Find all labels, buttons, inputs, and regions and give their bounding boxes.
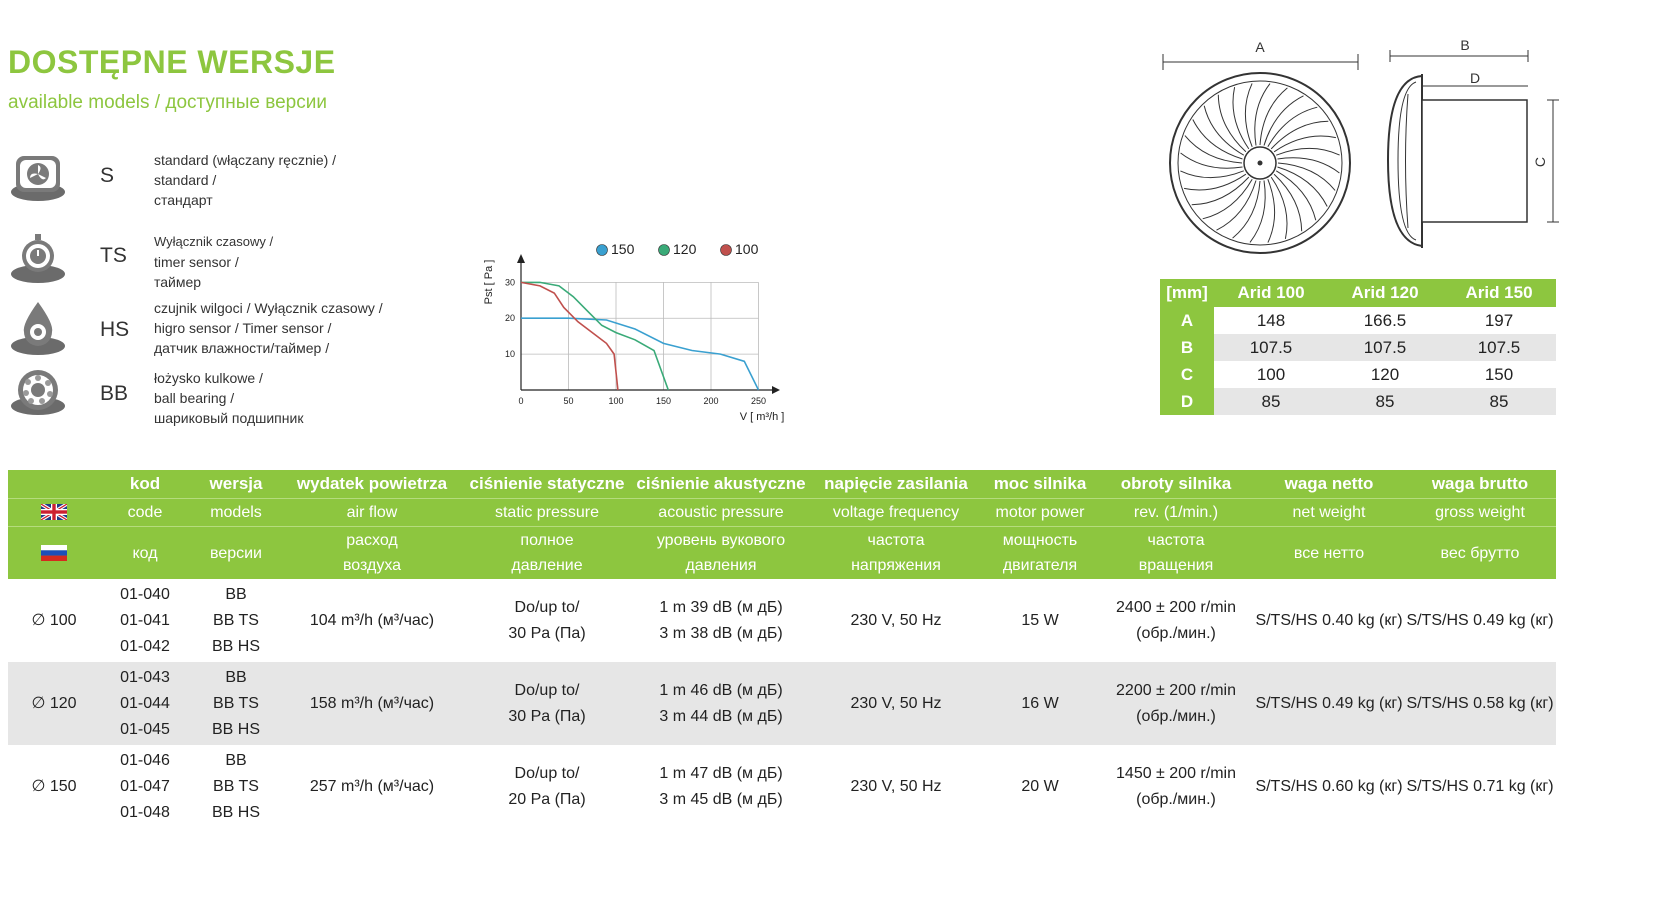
- header-pl-cell: obroty silnika: [1098, 470, 1254, 499]
- dim-value: 100: [1256, 364, 1286, 384]
- y-axis-label: Pst [ Pa ]: [483, 259, 495, 305]
- header-en-cell: net weight: [1254, 499, 1404, 527]
- model-description: Wyłącznik czasowy / timer sensor / таймер: [154, 234, 274, 290]
- dim-value: 197: [1484, 310, 1514, 330]
- y-tick-label: 30: [504, 277, 515, 288]
- model-code: BB: [100, 382, 129, 405]
- version-cell: BB BB TS BB HS: [190, 662, 282, 745]
- x-tick-label: 50: [563, 396, 574, 406]
- dim-header-arid-120: Arid 120: [1328, 279, 1442, 307]
- header-pl-cell: kod: [100, 470, 190, 499]
- gross-weight-cell: S/TS/HS 0.58 kg (кг): [1404, 662, 1556, 745]
- dim-row-label: D: [1160, 388, 1214, 415]
- header-ru-cell: все нетто: [1254, 527, 1404, 580]
- version-cell: BB BB TS BB HS: [211, 751, 260, 821]
- code-cell: 01-043 01-044 01-045: [100, 662, 190, 745]
- acoustic-cell: 1 m 39 dB (м дБ) 3 m 38 dB (м дБ): [659, 598, 783, 642]
- dim-value: 120: [1370, 364, 1400, 384]
- header-pl-cell: wersja: [190, 470, 282, 499]
- dim-value: 85: [1442, 388, 1556, 415]
- header-ru-cell: полное давление: [462, 527, 632, 580]
- power-cell: 20 W: [1021, 777, 1059, 795]
- power-cell: 16 W: [982, 662, 1098, 745]
- header-pl-cell: wydatek powietrza: [282, 470, 462, 499]
- x-tick-label: 250: [750, 396, 767, 406]
- dimension-table: [1160, 279, 1556, 415]
- dim-row-label: B: [1160, 334, 1214, 361]
- voltage-cell: 230 V, 50 Hz: [850, 611, 942, 629]
- table-row: [8, 662, 1556, 745]
- header-en-cell: models: [190, 499, 282, 527]
- x-tick-label: 100: [608, 396, 624, 406]
- dimension-label-a: A: [1255, 39, 1265, 55]
- header-en-cell: code: [100, 499, 190, 527]
- size-cell: ∅ 120: [8, 662, 100, 745]
- spec-table: [8, 470, 1556, 828]
- legend-marker-120: [659, 245, 670, 256]
- dim-value: 107.5: [1442, 334, 1556, 361]
- fan-dimension-drawing: [1160, 38, 1560, 268]
- size-cell: ∅ 150: [31, 777, 77, 795]
- header-ru-cell: мощность двигателя: [982, 527, 1098, 580]
- model-item-s: [8, 150, 428, 220]
- legend-marker-100: [721, 245, 732, 256]
- header-pl-cell: waga netto: [1254, 470, 1404, 499]
- header-en-cell: voltage frequency: [810, 499, 982, 527]
- page-title: DOSTĘPNE WERSJE: [8, 44, 336, 80]
- dim-value: 107.5: [1328, 334, 1442, 361]
- header-cell-empty: [8, 470, 100, 499]
- header-en-cell: motor power: [982, 499, 1098, 527]
- series-line-100: [521, 282, 618, 390]
- series-line-120: [521, 282, 668, 390]
- header-en-cell: acoustic pressure: [632, 499, 810, 527]
- size-cell: ∅ 100: [31, 611, 77, 629]
- header-pl-cell: ciśnienie statyczne: [462, 470, 632, 499]
- model-item-ts: [8, 230, 428, 300]
- dim-row-label: C: [1160, 361, 1214, 388]
- table-row: [1160, 307, 1556, 334]
- timer-icon: [8, 230, 68, 290]
- power-cell: 15 W: [1021, 611, 1059, 629]
- x-tick-label: 150: [655, 396, 672, 406]
- voltage-cell: 230 V, 50 Hz: [850, 777, 942, 795]
- header-ru-cell: вес брутто: [1404, 527, 1556, 580]
- table-row: [1160, 388, 1556, 415]
- dim-header-mm: [mm]: [1160, 279, 1214, 307]
- airflow-cell: 158 m³/h (м³/час): [282, 662, 462, 745]
- page-subtitle: available models / доступные версии: [8, 92, 327, 113]
- y-axis-arrow: [517, 254, 525, 263]
- net-weight-cell: S/TS/HS 0.60 kg (кг): [1255, 777, 1403, 795]
- dim-header-arid-100: Arid 100: [1214, 279, 1328, 307]
- fan-standard-icon: [8, 150, 68, 210]
- flag-uk-icon: [8, 499, 100, 527]
- header-ru-cell: частота вращения: [1098, 527, 1254, 580]
- humidity-drop-icon: [8, 300, 68, 360]
- model-code: S: [100, 164, 115, 187]
- pressure-cell: Do/up to/ 30 Pa (Па): [508, 598, 586, 642]
- ball-bearing-icon: [8, 368, 68, 428]
- gross-weight-cell: S/TS/HS 0.49 kg (кг): [1406, 611, 1554, 629]
- dim-value: 85: [1214, 388, 1328, 415]
- header-en-cell: rev. (1/min.): [1098, 499, 1254, 527]
- pressure-cell: Do/up to/ 20 Pa (Па): [508, 764, 586, 808]
- dimension-label-d: D: [1469, 70, 1481, 86]
- airflow-cell: 104 m³/h (м³/час): [309, 611, 435, 629]
- dim-value: 166.5: [1363, 310, 1407, 330]
- flag-ru-icon: [8, 527, 100, 580]
- dim-value: 85: [1328, 388, 1442, 415]
- dimension-label-c: C: [1532, 156, 1548, 168]
- table-row: [1160, 361, 1556, 388]
- x-axis-label: V [ m³/h ]: [739, 411, 785, 423]
- x-tick-label: 200: [703, 396, 719, 406]
- pressure-cell: Do/up to/ 30 Pa (Па): [462, 662, 632, 745]
- header-ru-cell: код: [100, 527, 190, 580]
- header-en-cell: static pressure: [462, 499, 632, 527]
- header-pl-cell: moc silnika: [982, 470, 1098, 499]
- header-pl-cell: napięcie zasilania: [810, 470, 982, 499]
- x-tick-label: 0: [518, 396, 524, 406]
- header-en-cell: gross weight: [1404, 499, 1556, 527]
- model-item-hs: [8, 300, 428, 370]
- header-ru-cell: версии: [190, 527, 282, 580]
- model-item-bb: [8, 368, 428, 438]
- rev-cell: 1450 ± 200 r/min (обр./мин.): [1116, 764, 1236, 808]
- model-description: czujnik wilgoci / Wyłącznik czasowy / higro sensor / Timer sensor / датчик влажности/таймер /: [154, 300, 383, 356]
- net-weight-cell: S/TS/HS 0.49 kg (кг): [1254, 662, 1404, 745]
- header-ru-cell: частота напряжения: [810, 527, 982, 580]
- legend-label-100: 100: [735, 241, 759, 257]
- y-tick-label: 20: [504, 313, 515, 324]
- dimension-label-b: B: [1460, 38, 1470, 53]
- header-en-cell: air flow: [282, 499, 462, 527]
- spec-header-ru: [8, 527, 1556, 580]
- code-cell: 01-046 01-047 01-048: [120, 751, 170, 821]
- legend-label-150: 150: [611, 241, 635, 257]
- legend-label-120: 120: [673, 241, 697, 257]
- dim-value: 150: [1484, 364, 1514, 384]
- header-pl-cell: waga brutto: [1404, 470, 1556, 499]
- model-code: HS: [100, 318, 130, 341]
- airflow-cell: 257 m³/h (м³/час): [309, 777, 435, 795]
- legend-marker-150: [597, 245, 608, 256]
- table-row: [1160, 334, 1556, 361]
- rev-cell: 2200 ± 200 r/min (обр./мин.): [1098, 662, 1254, 745]
- header-ru-cell: расход воздуха: [282, 527, 462, 580]
- dimension-table-header: [1160, 279, 1556, 307]
- rev-cell: 2400 ± 200 r/min (обр./мин.): [1116, 598, 1236, 642]
- voltage-cell: 230 V, 50 Hz: [810, 662, 982, 745]
- code-cell: 01-040 01-041 01-042: [120, 585, 170, 655]
- acoustic-cell: 1 m 47 dB (м дБ) 3 m 45 dB (м дБ): [659, 764, 783, 808]
- model-code: TS: [100, 244, 127, 267]
- acoustic-cell: 1 m 46 dB (м дБ) 3 m 44 dB (м дБ): [632, 662, 810, 745]
- spec-header-en: [8, 499, 1556, 527]
- model-description: łożysko kulkowe / ball bearing / шариковый подшипник: [154, 370, 304, 426]
- net-weight-cell: S/TS/HS 0.40 kg (кг): [1255, 611, 1403, 629]
- spec-header-pl: [8, 470, 1556, 499]
- gross-weight-cell: S/TS/HS 0.71 kg (кг): [1406, 777, 1554, 795]
- dim-value: 148: [1256, 310, 1286, 330]
- x-axis-arrow: [772, 386, 780, 394]
- table-row: [8, 579, 1556, 662]
- model-description: standard (włączany ręcznie) / standard / стандарт: [154, 152, 337, 208]
- y-tick-label: 10: [504, 349, 515, 360]
- dim-header-arid-150: Arid 150: [1442, 279, 1556, 307]
- dim-row-label: A: [1160, 307, 1214, 334]
- performance-chart: [478, 238, 808, 428]
- performance-chart-svg: [478, 238, 808, 428]
- version-cell: BB BB TS BB HS: [211, 585, 260, 655]
- dim-value: 107.5: [1214, 334, 1328, 361]
- header-ru-cell: уровень вукового давления: [632, 527, 810, 580]
- header-pl-cell: ciśnienie akustyczne: [632, 470, 810, 499]
- table-row: [8, 745, 1556, 828]
